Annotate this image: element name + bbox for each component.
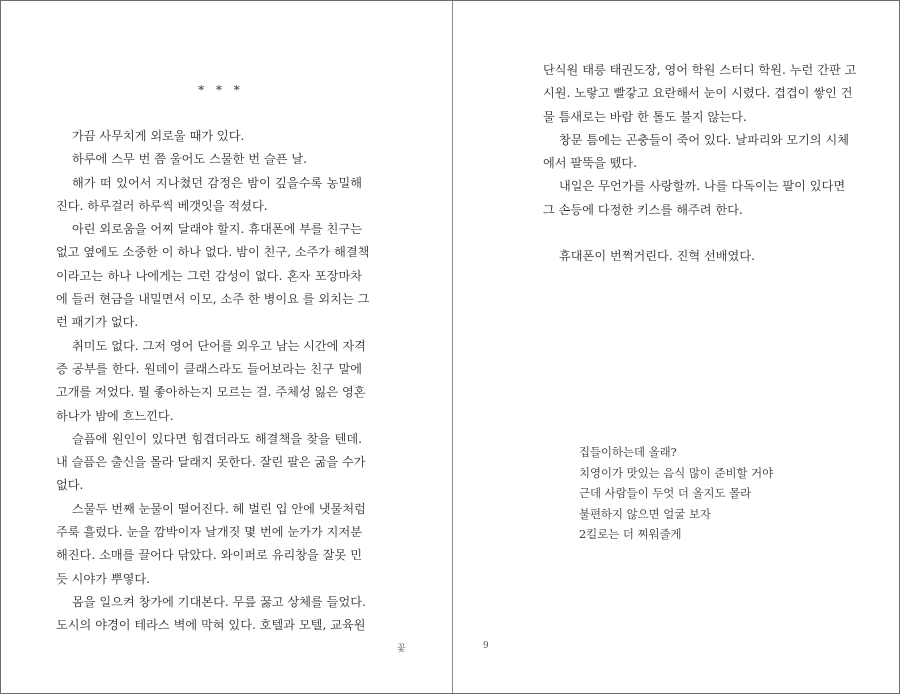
- text-line: 진다. 하루걸러 하루씩 베갯잇을 적셨다.: [56, 198, 268, 213]
- right-page-body: [543, 59, 857, 269]
- text-line: 단식원 태릉 태권도장, 영어 학원 스터디 학원. 누런 간판 고: [543, 63, 857, 77]
- text-line: 가끔 사무치게 외로울 때가 있다.: [72, 129, 245, 143]
- text-line: 스물두 번째 눈물이 떨어진다. 헤 벌린 입 안에 냇물처럼: [72, 501, 366, 516]
- text-line: 물 틈새로는 바람 한 톨도 불지 않는다.: [543, 109, 747, 124]
- text-line: 하나가 밤에 흐느낀다.: [56, 408, 174, 423]
- text-line: 휴대폰이 번쩍거린다. 진혁 선배였다.: [559, 249, 755, 264]
- text-line: 하루에 스무 번 쯤 울어도 스물한 번 슬픈 날.: [72, 152, 308, 167]
- message-line: 집들이하는데 올래?: [579, 445, 677, 459]
- message-line: 근데 사람들이 두엇 더 올지도 몰라: [579, 486, 752, 501]
- text-line: 증 공부를 한다. 원데이 클래스라도 들어보라는 친구 말에: [56, 361, 362, 376]
- text-line: 슬픔에 원인이 있다면 힘겹더라도 해결책을 찾을 텐데.: [72, 431, 362, 446]
- text-line: 없고 옆에도 소중한 이 하나 없다. 밤이 친구, 소주가 해결책: [56, 245, 370, 260]
- right-page: [453, 1, 899, 693]
- text-line: 몸을 일으켜 창가에 기대본다. 무릎 꿇고 상체를 들었다.: [72, 594, 366, 609]
- message-line: 2킬로는 더 찌워줄게: [579, 527, 682, 542]
- text-line: 시원. 노랗고 빨갛고 요란해서 눈이 시렸다. 겹겹이 쌓인 건: [543, 86, 853, 101]
- text-line: 그 손등에 다정한 키스를 해주려 한다.: [543, 202, 743, 217]
- section-separator: * * *: [198, 83, 244, 97]
- text-line: 내일은 무언가를 사랑할까. 나를 다독이는 팔이 있다면: [559, 179, 846, 194]
- message-line: 불편하지 않으면 얼굴 보자: [579, 506, 711, 521]
- text-line: 아린 외로움을 어찌 달래야 할지. 휴대폰에 부를 친구는: [72, 222, 363, 237]
- text-line: 도시의 야경이 테라스 벽에 막혀 있다. 호텔과 모텔, 교육원: [56, 618, 366, 633]
- right-page-number: 9: [483, 641, 489, 651]
- text-line: 주룩 흘렀다. 눈을 깜박이자 날개짓 몇 번에 눈가가 지저분: [56, 525, 362, 540]
- text-line: 듯 시야가 뿌옇다.: [56, 571, 151, 586]
- text-line: 창문 틈에는 곤충들이 죽어 있다. 날파리와 모기의 시체: [559, 132, 850, 147]
- message-line: 치영이가 맛있는 음식 많이 준비할 거야: [579, 465, 774, 480]
- text-line: 없다.: [56, 478, 84, 493]
- text-line: 에서 팔뚝을 뗐다.: [543, 156, 638, 171]
- text-line: 에 들러 현금을 내밀면서 이모, 소주 한 병이요 를 외치는 그: [56, 292, 370, 307]
- text-line: 내 슬픔은 출신을 몰라 달래지 못한다. 잘린 팔은 굶을 수가: [56, 455, 366, 470]
- text-line: 해가 떠 있어서 지나쳤던 감정은 밤이 깊을수록 농밀해: [72, 175, 362, 190]
- blank-line: [543, 222, 843, 245]
- text-line: 이라고는 하나 나에게는 그런 감성이 없다. 혼자 포장마차: [56, 268, 362, 283]
- text-message: [579, 442, 773, 545]
- text-line: 런 패기가 없다.: [56, 315, 139, 330]
- left-page: [1, 1, 452, 693]
- text-line: 고개를 저었다. 뭘 좋아하는지 모르는 걸. 주체성 잃은 영혼: [56, 385, 366, 400]
- left-page-body: [56, 125, 370, 638]
- text-line: 취미도 없다. 그저 영어 단어를 외우고 남는 시간에 자격: [72, 338, 366, 353]
- left-page-number: 꽃: [397, 644, 406, 654]
- text-line: 해진다. 소매를 끌어다 닦았다. 와이퍼로 유리창을 잘못 민: [56, 548, 362, 563]
